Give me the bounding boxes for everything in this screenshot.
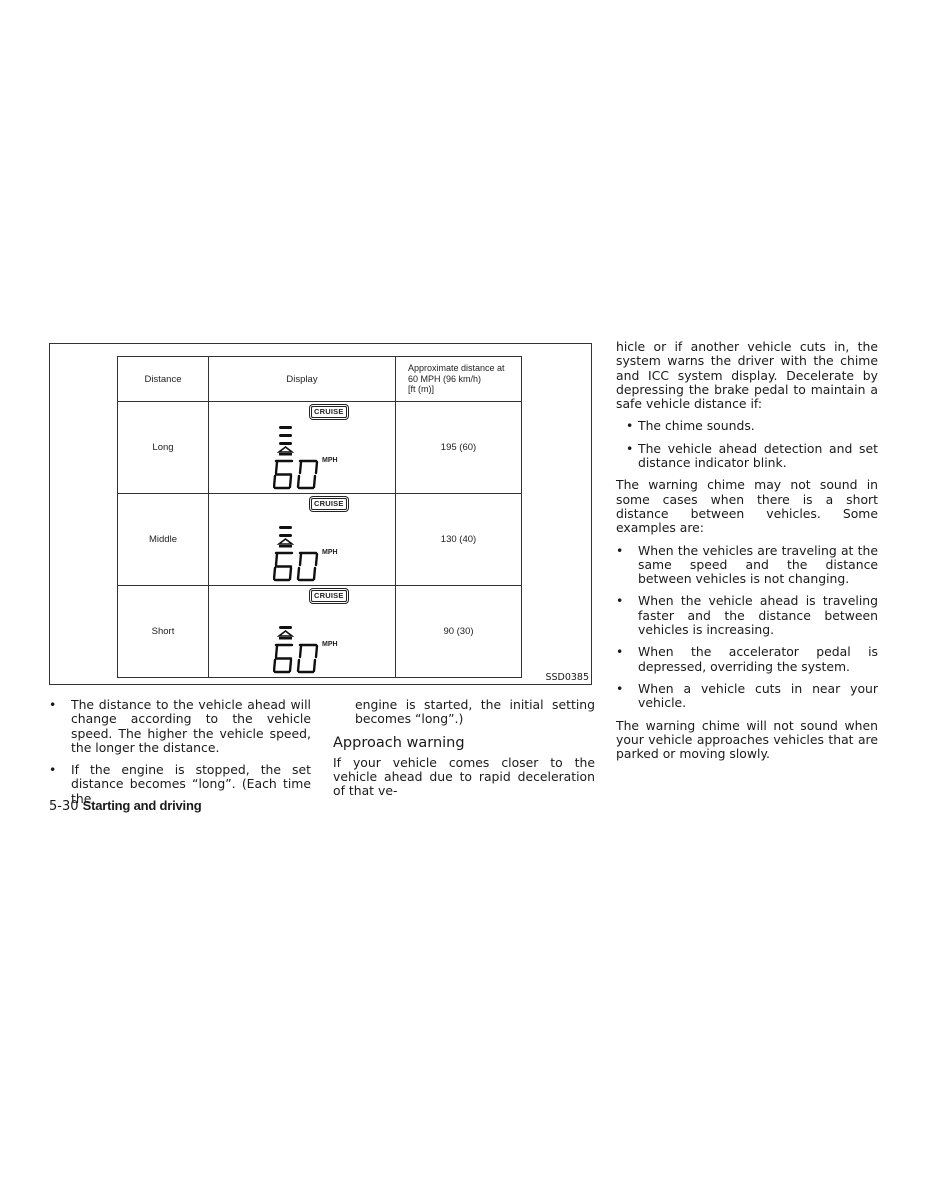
speed-unit: MPH xyxy=(322,457,338,464)
table-row xyxy=(118,494,522,586)
figure-code: SSD0385 xyxy=(545,672,589,683)
distance-label: Short xyxy=(118,586,209,678)
bullet-icon: • xyxy=(616,680,624,696)
speed-unit: MPH xyxy=(322,549,338,556)
distance-value: 90 (30) xyxy=(396,586,522,678)
table-row xyxy=(118,402,522,494)
column-2 xyxy=(333,698,595,798)
list-item: • When the vehicle ahead is traveling faster and the distance between vehicles is increasing. xyxy=(616,593,878,638)
paragraph: If your vehicle comes closer to the vehicle ahead due to rapid deceleration of that ve- xyxy=(333,754,595,799)
paragraph: The warning chime may not sound in some cases when there is a short distance between vehicles. Some examples are: xyxy=(616,477,878,536)
figure-icc-distance xyxy=(49,343,592,685)
list-item: • The vehicle ahead detection and set distance indicator blink. xyxy=(626,440,878,471)
paragraph: hicle or if another vehicle cuts in, the system warns the driver with the chime and ICC system display. Decelerate by depressing the brake pedal to maintain a safe vehicle distance if: xyxy=(616,339,878,412)
list-item: • When the vehicles are traveling at the same speed and the distance between vehicles is not changing. xyxy=(616,542,878,587)
bullet-icon: • xyxy=(49,697,57,712)
icc-display-icon xyxy=(273,512,333,582)
page-footer xyxy=(49,798,201,814)
bullet-icon: • xyxy=(626,418,634,434)
continued-text: engine is started, the initial setting becomes “long”.) xyxy=(355,697,595,727)
cruise-indicator: CRUISE xyxy=(311,590,347,602)
distance-label: Long xyxy=(118,402,209,494)
bullet-icon: • xyxy=(616,644,624,660)
distance-label: Middle xyxy=(118,494,209,586)
bullet-icon: • xyxy=(626,440,634,456)
header-display: Display xyxy=(209,357,396,402)
table-header-row xyxy=(118,357,522,402)
header-distance: Distance xyxy=(118,357,209,402)
header-approx: Approximate distance at 60 MPH (96 km/h) [ft (m)] xyxy=(396,357,522,402)
distance-value: 130 (40) xyxy=(396,494,522,586)
icc-display-icon xyxy=(273,604,333,674)
list-item: • If the engine is stopped, the set distance becomes “long”. (Each time the xyxy=(49,762,311,806)
cruise-indicator: CRUISE xyxy=(311,498,347,510)
column-3 xyxy=(616,340,878,761)
display-cell xyxy=(209,586,396,678)
column-1 xyxy=(49,698,311,814)
speed-unit: MPH xyxy=(322,641,338,648)
bullet-icon: • xyxy=(616,542,624,558)
distance-table xyxy=(117,356,522,678)
table-row xyxy=(118,586,522,678)
paragraph: The warning chime will not sound when your vehicle approaches vehicles that are parked or moving slowly. xyxy=(616,717,878,762)
list-item: • When the accelerator pedal is depressed, overriding the system. xyxy=(616,644,878,674)
cruise-indicator: CRUISE xyxy=(311,406,347,418)
section-name: Starting and driving xyxy=(82,798,202,813)
distance-value: 195 (60) xyxy=(396,402,522,494)
bullet-icon: • xyxy=(616,593,624,609)
list-item: • The distance to the vehicle ahead will change according to the vehicle speed. The higher the vehicle speed, the longer the distance. xyxy=(49,697,311,755)
list-item: • When a vehicle cuts in near your vehicle. xyxy=(616,680,878,711)
display-cell xyxy=(209,494,396,586)
display-cell xyxy=(209,402,396,494)
section-heading: Approach warning xyxy=(333,734,465,751)
bullet-icon: • xyxy=(49,762,57,778)
page-number: 5-30 xyxy=(49,799,79,814)
list-item: • The chime sounds. xyxy=(626,418,755,434)
icc-display-icon xyxy=(273,420,333,490)
